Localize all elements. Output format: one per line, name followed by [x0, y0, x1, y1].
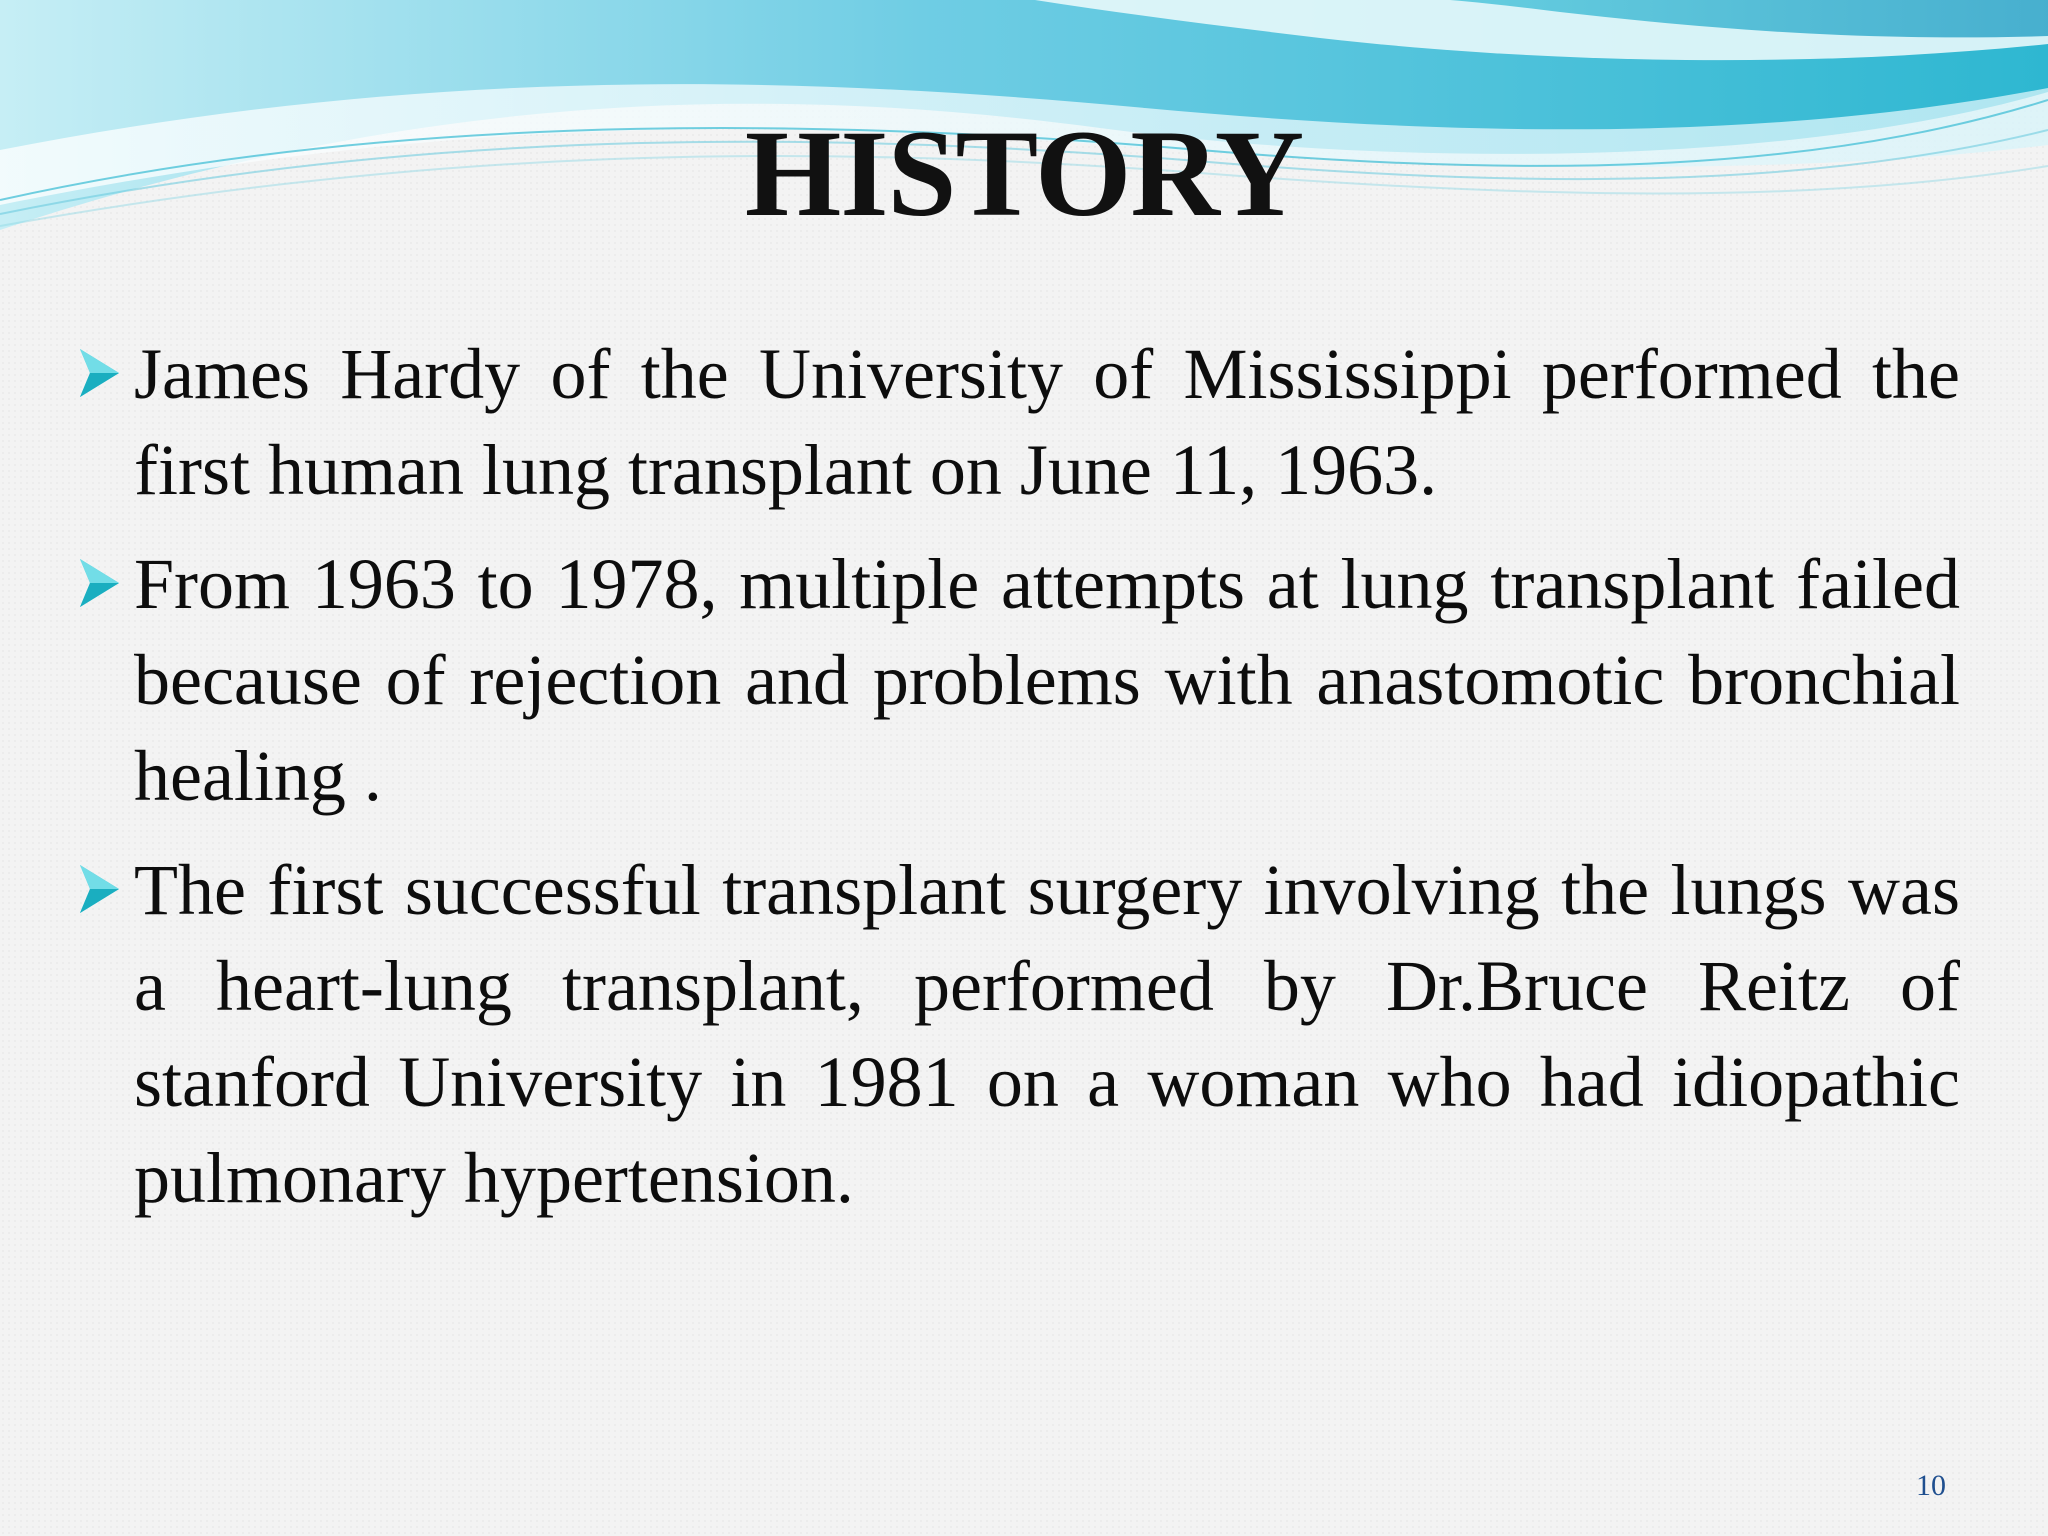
arrow-bullet-icon — [76, 554, 124, 612]
bullet-item — [76, 536, 1960, 824]
arrow-bullet-icon — [76, 344, 124, 402]
page-number: 10 — [1916, 1469, 1946, 1502]
bullet-item — [76, 842, 1960, 1226]
bullet-text: James Hardy of the University of Mississippi performed the first human lung transplant on June 11, 1963. — [134, 334, 1960, 510]
arrow-bullet-icon — [76, 860, 124, 918]
bullet-text: The first successful transplant surgery involving the lungs was a heart-lung transplant, performed by Dr.Bruce Reitz of stanford University in 1981 on a woman who had idiopathic pulmonary hypertension. — [134, 850, 1960, 1218]
bullet-list — [76, 326, 1960, 1244]
slide-title: HISTORY — [744, 105, 1304, 242]
bullet-item — [76, 326, 1960, 518]
bullet-text: From 1963 to 1978, multiple attempts at lung transplant failed because of rejection and problems with anastomotic bronchial healing . — [134, 544, 1960, 816]
